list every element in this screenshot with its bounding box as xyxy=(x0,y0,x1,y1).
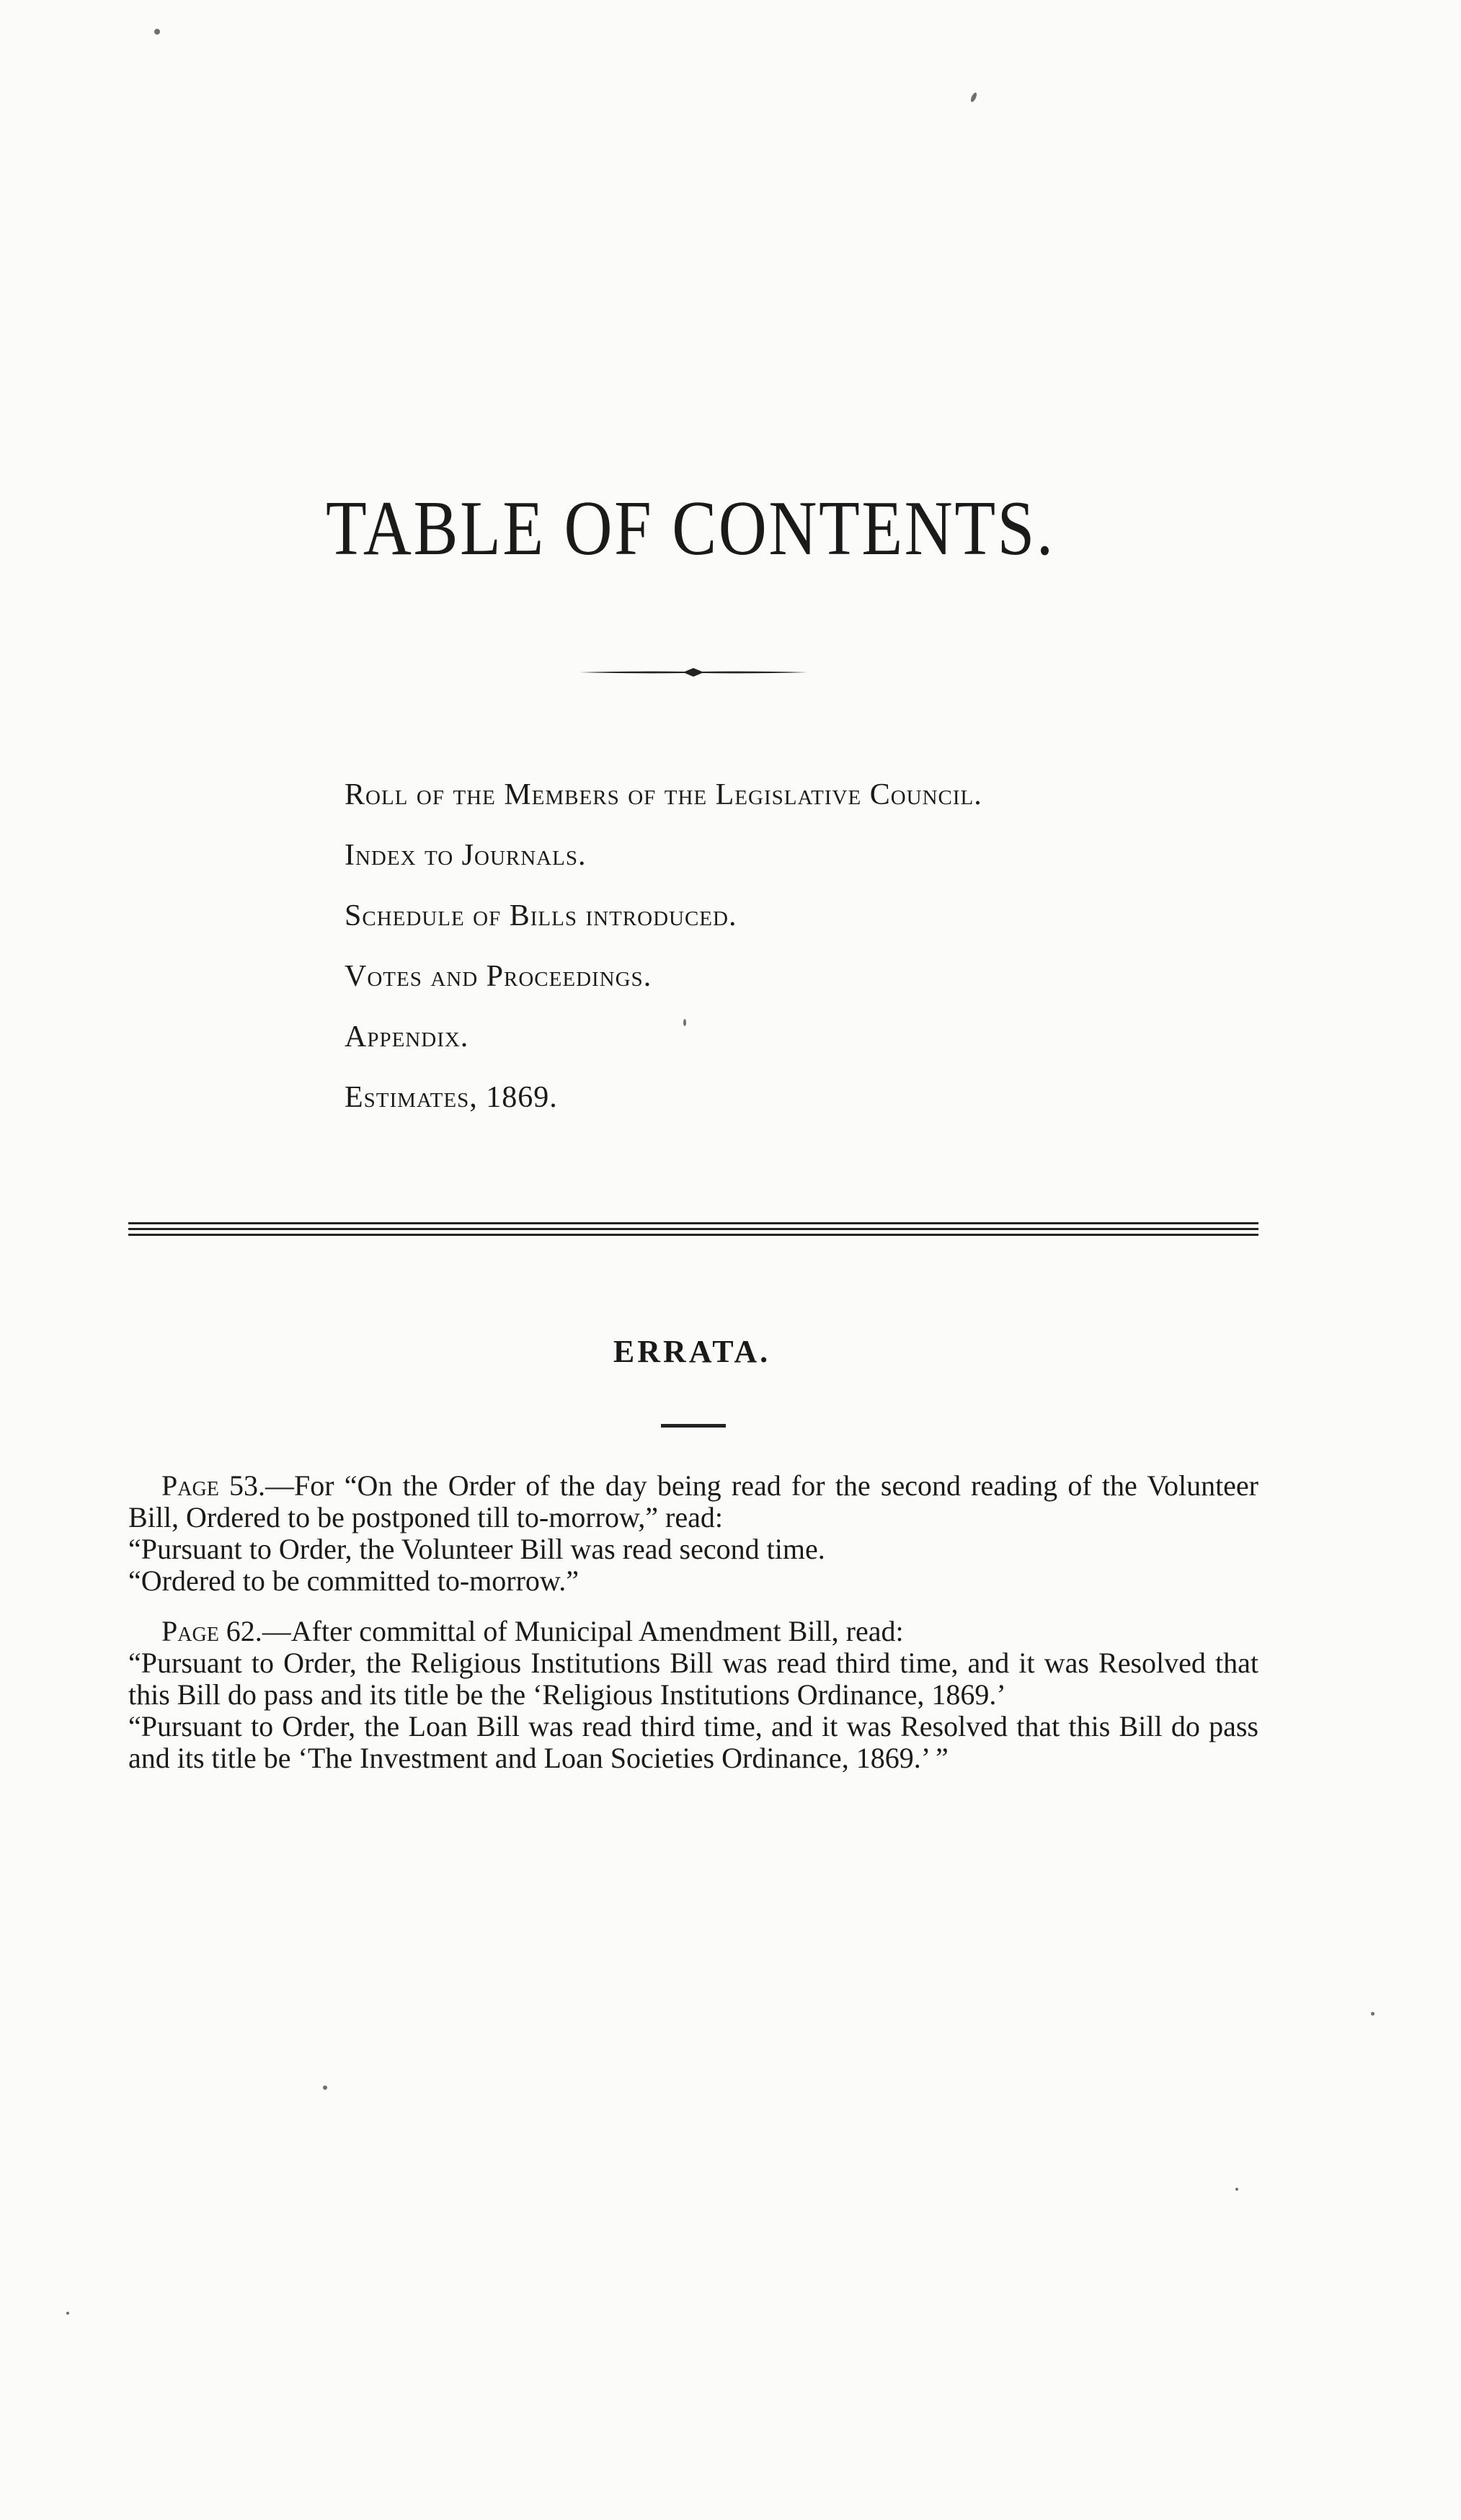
errata-divider xyxy=(661,1424,726,1428)
erratum-text: —For “On the Order of the day being read for the second reading of the Volunteer Bill, Ordered to be postponed till to-morrow,” read: xyxy=(128,1469,1259,1533)
contents-list xyxy=(345,777,1354,1140)
ornamental-rule xyxy=(577,662,810,683)
erratum-line: “Pursuant to Order, the Volunteer Bill was read second time. xyxy=(128,1533,825,1565)
erratum-line: “Pursuant to Order, the Religious Institutions Bill was read third time, and it was Resolved that this Bill do pass and its title be the ‘Religious Institutions Ordinance, 1869.’ xyxy=(128,1647,1258,1711)
contents-item: Appendix. xyxy=(345,1020,469,1054)
page-reference: Page 53. xyxy=(161,1469,266,1502)
erratum-line: “Ordered to be committed to-morrow.” xyxy=(128,1564,579,1597)
contents-item: Votes and Proceedings. xyxy=(345,960,652,993)
contents-item: Estimates, 1869. xyxy=(345,1081,558,1114)
contents-item: Index to Journals. xyxy=(345,839,587,872)
print-speck xyxy=(66,2312,69,2315)
double-rule xyxy=(128,1221,1258,1238)
erratum-entry xyxy=(128,1470,1258,1597)
page-reference: Page 62. xyxy=(161,1615,262,1647)
erratum-entry xyxy=(128,1616,1258,1774)
print-speck xyxy=(1371,2012,1375,2016)
erratum-intro xyxy=(128,1470,1258,1533)
errata-body xyxy=(128,1470,1258,1793)
print-speck xyxy=(969,92,977,102)
contents-item: Schedule of Bills introduced. xyxy=(345,899,737,932)
print-speck xyxy=(323,2085,327,2090)
erratum-text: —After committal of Municipal Amendment Bill, read: xyxy=(262,1615,904,1647)
print-speck xyxy=(154,29,160,35)
contents-item: Roll of the Members of the Legislative Council. xyxy=(345,778,982,811)
page-title: TABLE OF CONTENTS. xyxy=(326,486,1055,571)
errata-heading: ERRATA. xyxy=(613,1334,771,1369)
erratum-line: “Pursuant to Order, the Loan Bill was read third time, and it was Resolved that this Bill do pass and its title be ‘The Investment and Loan Societies Ordinance, 1869.’ ” xyxy=(128,1710,1258,1774)
print-speck xyxy=(1235,2188,1238,2191)
erratum-intro xyxy=(128,1616,1258,1647)
